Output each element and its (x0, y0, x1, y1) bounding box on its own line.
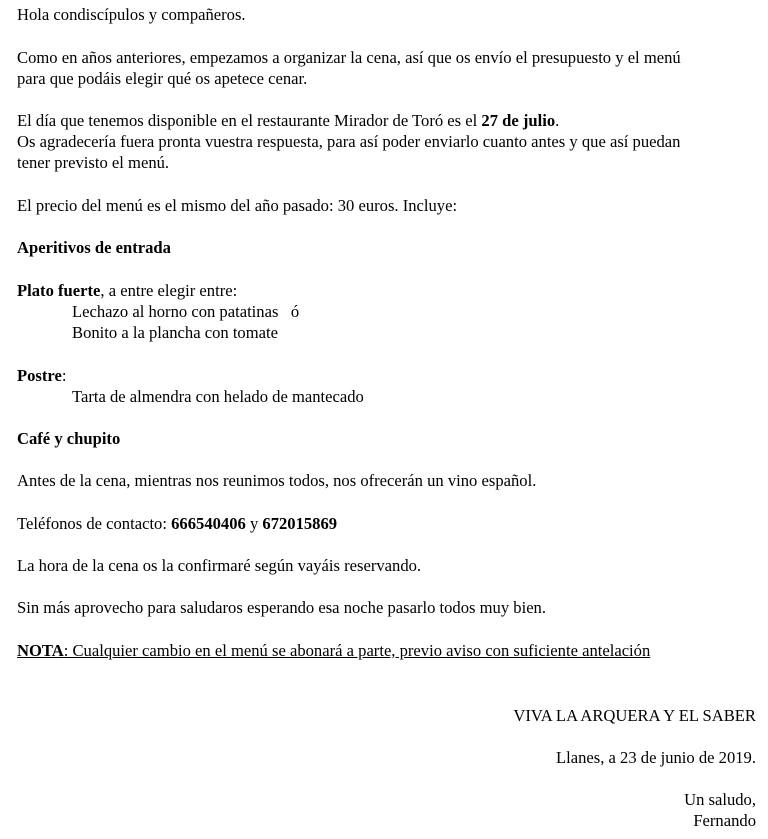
plato-fuerte-heading: Plato fuerte (17, 281, 101, 300)
paragraph-date-line-1 (17, 111, 559, 131)
signature-name: Fernando (693, 811, 756, 830)
paragraph-intro-line-2: para que podáis elegir qué os apetece cenar. (17, 69, 308, 88)
postre-colon: : (61, 366, 67, 385)
aperitivos-heading: Aperitivos de entrada (17, 238, 171, 257)
phones-and: y (245, 514, 263, 533)
paragraph-date-line-2: Os agradecería fuera pronta vuestra respuesta, para así poder enviarlo cuanto antes y que así puedan (17, 132, 681, 151)
menu-aperitivos (17, 238, 171, 258)
place-and-date: Llanes, a 23 de junio de 2019. (555, 748, 756, 767)
phone-number-2: 672015869 (262, 514, 338, 533)
phone-number-1: 666540406 (171, 514, 246, 533)
menu-plato-fuerte (17, 281, 237, 301)
plato-fuerte-text: , a entre elegir entre: (100, 281, 238, 300)
greeting: Hola condiscípulos y compañeros. (17, 5, 246, 24)
nota-line (17, 641, 650, 661)
menu-cafe (17, 429, 120, 449)
postre-heading: Postre (17, 366, 62, 385)
date-sentence-text: El día que tenemos disponible en el restaurante Mirador de Toró es el (17, 111, 482, 130)
date-sentence-end: . (555, 111, 560, 130)
nota-text: : Cualquier cambio en el menú se abonará a parte, previo aviso con suficiente antelación (63, 641, 651, 660)
postre-option: Tarta de almendra con helado de mantecado (72, 387, 364, 406)
sign-off: Un saludo, (684, 790, 756, 809)
closing-motto: VIVA LA ARQUERA Y EL SABER (513, 706, 756, 725)
farewell-line: Sin más aprovecho para saludaros esperando esa noche pasarlo todos muy bien. (17, 598, 546, 617)
plato-option-2: Bonito a la plancha con tomate (72, 323, 278, 342)
phones-label: Teléfonos de contacto: (17, 514, 172, 533)
menu-postre (17, 366, 66, 386)
plato-option-1: Lechazo al horno con patatinas ó (72, 302, 300, 321)
cafe-heading: Café y chupito (17, 429, 121, 448)
paragraph-date-line-3: tener previsto el menú. (17, 153, 170, 172)
dinner-date: 27 de julio (481, 111, 556, 130)
phones-line (17, 514, 337, 534)
price-line: El precio del menú es el mismo del año pasado: 30 euros. Incluye: (17, 196, 458, 215)
nota-label: NOTA (17, 641, 64, 660)
vino-line: Antes de la cena, mientras nos reunimos todos, nos ofrecerán un vino español. (17, 471, 537, 490)
hora-line: La hora de la cena os la confirmaré según vayáis reservando. (17, 556, 422, 575)
paragraph-intro-line-1: Como en años anteriores, empezamos a organizar la cena, así que os envío el presupuesto y el menú (17, 48, 681, 67)
